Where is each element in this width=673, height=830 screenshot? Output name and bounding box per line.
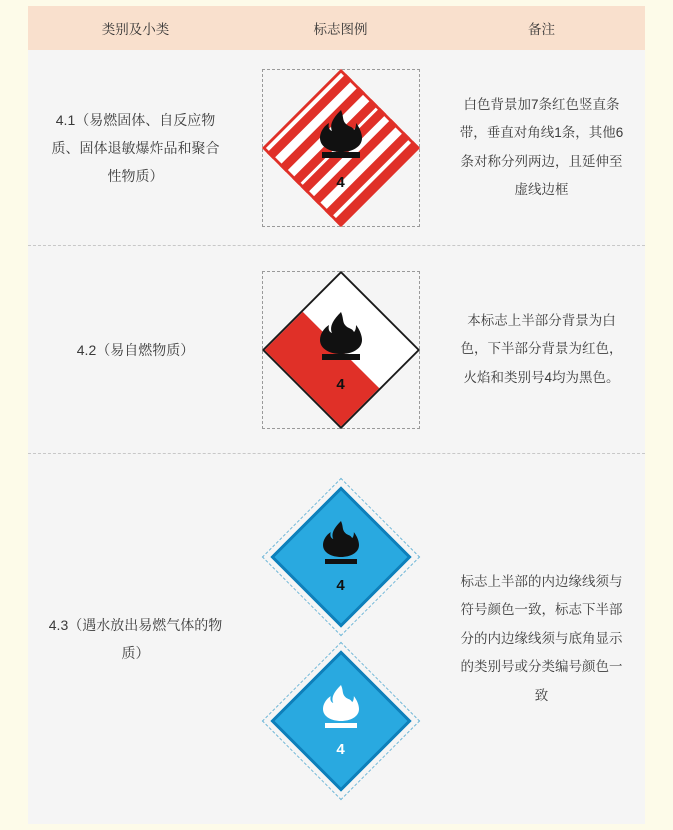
table-row <box>28 50 645 246</box>
diamond-fill <box>270 650 411 791</box>
hazard-sign-4-1 <box>256 63 426 233</box>
sign-cell-4-2 <box>243 246 438 453</box>
category-cell-4-2: 4.2（易自燃物质） <box>76 341 195 358</box>
table-row <box>28 246 645 454</box>
column-header-sign: 标志图例 <box>313 22 368 37</box>
category-cell-4-3: 4.3（遇水放出易燃气体的物质） <box>48 617 223 661</box>
column-header-category: 类别及小类 <box>101 22 170 37</box>
hazard-sign-4-2 <box>256 265 426 435</box>
sign-cell-4-3 <box>243 454 438 824</box>
remark-cell-4-1: 白色背景加7条红色竖直条带，垂直对角线1条，其他6条对称分列两边，且延伸至虚线边框 <box>459 96 624 197</box>
hazard-sign-4-3-black-number <box>266 482 416 632</box>
class-number: 4 <box>336 173 345 191</box>
table-header-row <box>28 6 645 50</box>
remark-cell-4-3: 标志上半部的内边缘线须与符号颜色一致，标志下半部分的内边缘线须与底角显示的类别号或分类编号颜色一致 <box>460 574 623 703</box>
diamond-shape <box>270 486 411 627</box>
sign-cell-4-1 <box>243 50 438 245</box>
diamond-fill <box>270 486 411 627</box>
class-number: 4 <box>336 577 345 594</box>
hazard-label-table <box>28 6 645 824</box>
class-number: 4 <box>336 741 345 758</box>
column-header-remark: 备注 <box>528 22 555 37</box>
class-number: 4 <box>336 375 345 393</box>
remark-cell-4-2: 本标志上半部分背景为白色，下半部分背景为红色，火焰和类别号4均为黑色。 <box>460 312 623 385</box>
table-row <box>28 454 645 824</box>
category-cell-4-1: 4.1（易燃固体、自反应物质、固体退敏爆炸品和聚合性物质） <box>51 111 220 184</box>
diamond-shape <box>270 650 411 791</box>
hazard-sign-4-3-white-number <box>266 646 416 796</box>
